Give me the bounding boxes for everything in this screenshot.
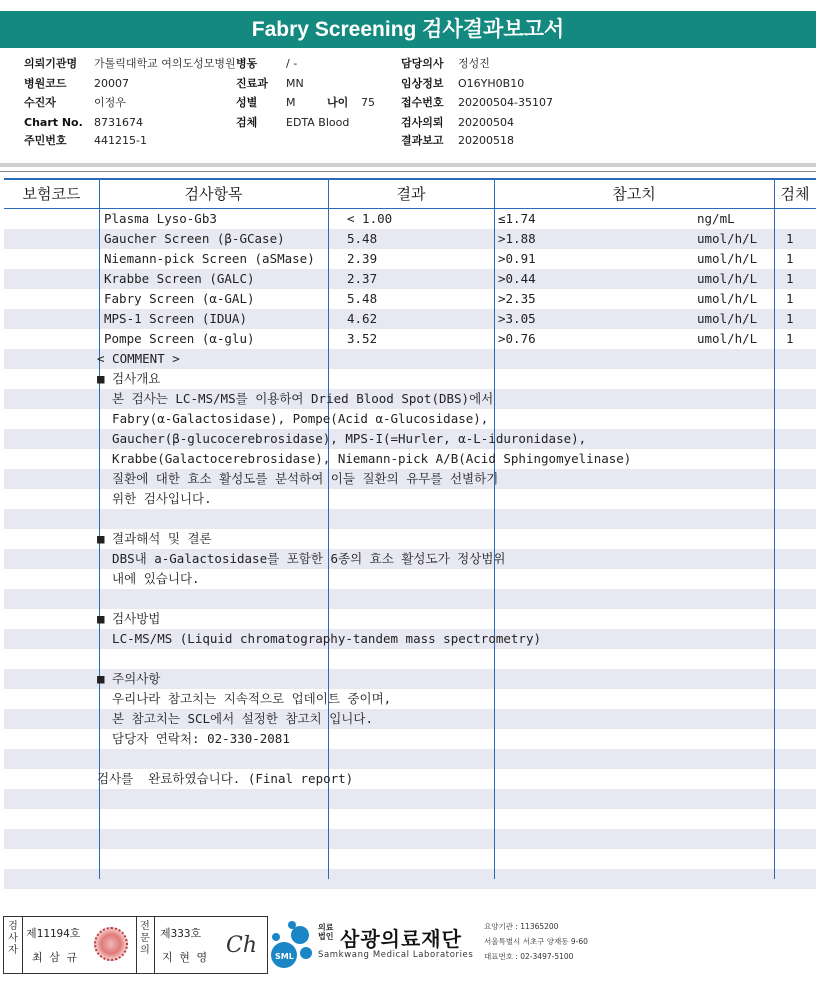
reference-unit: umol/h/L	[697, 291, 758, 306]
report-title: Fabry Screening 검사결과보고서	[0, 11, 816, 48]
reference-unit: umol/h/L	[697, 231, 758, 246]
specimen-count: 1	[786, 271, 794, 286]
reference-value: >2.35	[498, 291, 536, 306]
comment-line: 본 검사는 LC-MS/MS를 이용하여 Dried Blood Spot(DBS)에서	[97, 391, 494, 406]
info-label: 병동	[236, 57, 258, 70]
info-label: 접수번호	[401, 96, 444, 109]
column-header: 보험코드	[22, 185, 81, 203]
reference-unit: umol/h/L	[697, 251, 758, 266]
comment-line: 본 참고치는 SCL에서 설정한 참고치 입니다.	[97, 711, 373, 726]
specialist-license: 제333호	[160, 927, 202, 940]
table-row-bg	[4, 829, 816, 849]
info-label: 검체	[236, 116, 258, 129]
reference-unit: umol/h/L	[697, 311, 758, 326]
divider-top	[0, 163, 816, 167]
lab-info-1: 요양기관 : 11365200	[484, 922, 559, 931]
info-value: 가톨릭대학교 여의도성모병원	[94, 57, 236, 70]
examiner-name: 최 삼 규	[32, 951, 78, 964]
test-item: MPS-1 Screen (IDUA)	[104, 311, 247, 326]
info-value: O16YH0B10	[458, 77, 525, 90]
reference-value: >3.05	[498, 311, 536, 326]
test-result: < 1.00	[347, 211, 393, 226]
comment-line: 우리나라 참고치는 지속적으로 업데이트 중이며,	[97, 691, 392, 706]
comment-line: ■ 검사방법	[97, 611, 161, 626]
test-item: Gaucher Screen (β-GCase)	[104, 231, 285, 246]
comment-line: Krabbe(Galactocerebrosidase), Niemann-pick A/B(Acid Sphingomyelinase)	[97, 451, 632, 466]
info-value: 정성진	[458, 57, 490, 70]
comment-line: Gaucher(β-glucocerebrosidase), MPS-I(=Hurler, α-L-iduronidase),	[97, 431, 587, 446]
info-label: 결과보고	[401, 134, 444, 147]
info-value: 8731674	[94, 116, 143, 129]
column-header: 검사항목	[184, 185, 243, 203]
logo-badge: SML	[275, 952, 294, 961]
test-item: Fabry Screen (α-GAL)	[104, 291, 255, 306]
table-row-bg	[4, 809, 816, 829]
test-item: Plasma Lyso-Gb3	[104, 211, 217, 226]
info-value: 20200518	[458, 134, 514, 147]
test-result: 5.48	[347, 231, 378, 246]
table-row-bg	[4, 789, 816, 809]
lab-info-2: 서울특별시 서초구 양재동 9-60	[484, 937, 588, 946]
lab-info-3: 대표번호 : 02-3497-5100	[484, 952, 574, 961]
info-label: 나이	[327, 96, 349, 109]
comment-line: 위한 검사입니다.	[97, 491, 212, 506]
info-value: 20200504-35107	[458, 96, 553, 109]
examiner-license: 제11194호	[26, 927, 81, 940]
test-result: 2.37	[347, 271, 378, 286]
reference-value: >0.44	[498, 271, 536, 286]
info-label: 의뢰기관명	[24, 57, 78, 70]
specimen-count: 1	[786, 311, 794, 326]
info-label: 주민번호	[24, 134, 67, 147]
comment-line: 검사를 완료하였습니다. (Final report)	[97, 771, 354, 786]
table-row-bg	[4, 849, 816, 869]
info-label: Chart No.	[24, 116, 83, 129]
test-result: 5.48	[347, 291, 378, 306]
info-value: 441215-1	[94, 134, 147, 147]
table-row-bg	[4, 509, 816, 529]
info-value: EDTA Blood	[286, 116, 350, 129]
test-result: 2.39	[347, 251, 378, 266]
test-result: 3.52	[347, 331, 378, 346]
info-value: MN	[286, 77, 304, 90]
info-value: / -	[286, 57, 298, 70]
info-label: 임상정보	[401, 77, 444, 90]
test-item: Niemann-pick Screen (aSMase)	[104, 251, 315, 266]
info-value: 75	[361, 96, 375, 109]
info-value: M	[286, 96, 296, 109]
signature: Ch	[226, 933, 258, 958]
seal-stamp-icon	[94, 927, 128, 961]
column-divider	[494, 178, 495, 879]
reference-value: >1.88	[498, 231, 536, 246]
specialist-label: 전문의	[140, 921, 150, 956]
logo-prefix: 의료법인	[318, 923, 334, 941]
info-value: 이정우	[94, 96, 126, 109]
footer	[0, 911, 816, 981]
column-divider	[774, 178, 775, 879]
info-label: 병원코드	[24, 77, 67, 90]
table-rule	[4, 178, 816, 180]
signature-box	[3, 916, 268, 974]
logo-subtitle: Samkwang Medical Laboratories	[318, 950, 474, 960]
info-value: 20007	[94, 77, 129, 90]
reference-value: >0.91	[498, 251, 536, 266]
test-result: 4.62	[347, 311, 378, 326]
specimen-count: 1	[786, 231, 794, 246]
sml-logo-icon	[270, 919, 314, 971]
specimen-count: 1	[786, 331, 794, 346]
comment-line: ■ 주의사항	[97, 671, 161, 686]
divider-thin	[0, 171, 816, 172]
comment-line: 담당자 연락처: 02-330-2081	[97, 731, 290, 746]
specialist-name: 지 현 영	[162, 951, 208, 964]
examiner-label: 검사자	[8, 921, 18, 956]
reference-value: ≤1.74	[498, 211, 536, 226]
comment-line: Fabry(α-Galactosidase), Pompe(Acid α-Glucosidase),	[97, 411, 489, 426]
info-label: 진료과	[236, 77, 268, 90]
column-header: 검체	[780, 185, 810, 203]
reference-unit: ng/mL	[697, 211, 735, 226]
test-item: Krabbe Screen (GALC)	[104, 271, 255, 286]
comment-line: ■ 결과해석 및 결론	[97, 531, 212, 546]
info-value: 20200504	[458, 116, 514, 129]
table-row-bg	[4, 589, 816, 609]
info-label: 성별	[236, 96, 258, 109]
comment-line: 내에 있습니다.	[97, 571, 200, 586]
column-header: 결과	[396, 185, 426, 203]
comment-line: DBS내 a-Galactosidase를 포함한 6종의 효소 활성도가 정상범위	[97, 551, 506, 566]
column-header: 참고치	[612, 185, 656, 203]
comment-line: < COMMENT >	[97, 351, 180, 366]
table-row-bg	[4, 749, 816, 769]
test-item: Pompe Screen (α-glu)	[104, 331, 255, 346]
info-label: 검사의뢰	[401, 116, 444, 129]
reference-value: >0.76	[498, 331, 536, 346]
reference-unit: umol/h/L	[697, 271, 758, 286]
table-row-bg	[4, 649, 816, 669]
info-label: 담당의사	[401, 57, 444, 70]
table-row-bg	[4, 869, 816, 889]
specimen-count: 1	[786, 251, 794, 266]
comment-line: 질환에 대한 효소 활성도를 분석하여 이들 질환의 유무를 선별하기	[97, 471, 499, 486]
info-label: 수진자	[24, 96, 56, 109]
comment-line: ■ 검사개요	[97, 371, 161, 386]
comment-line: LC-MS/MS (Liquid chromatography-tandem mass spectrometry)	[97, 631, 542, 646]
specimen-count: 1	[786, 291, 794, 306]
reference-unit: umol/h/L	[697, 331, 758, 346]
logo-name: 삼광의료재단	[340, 927, 462, 951]
